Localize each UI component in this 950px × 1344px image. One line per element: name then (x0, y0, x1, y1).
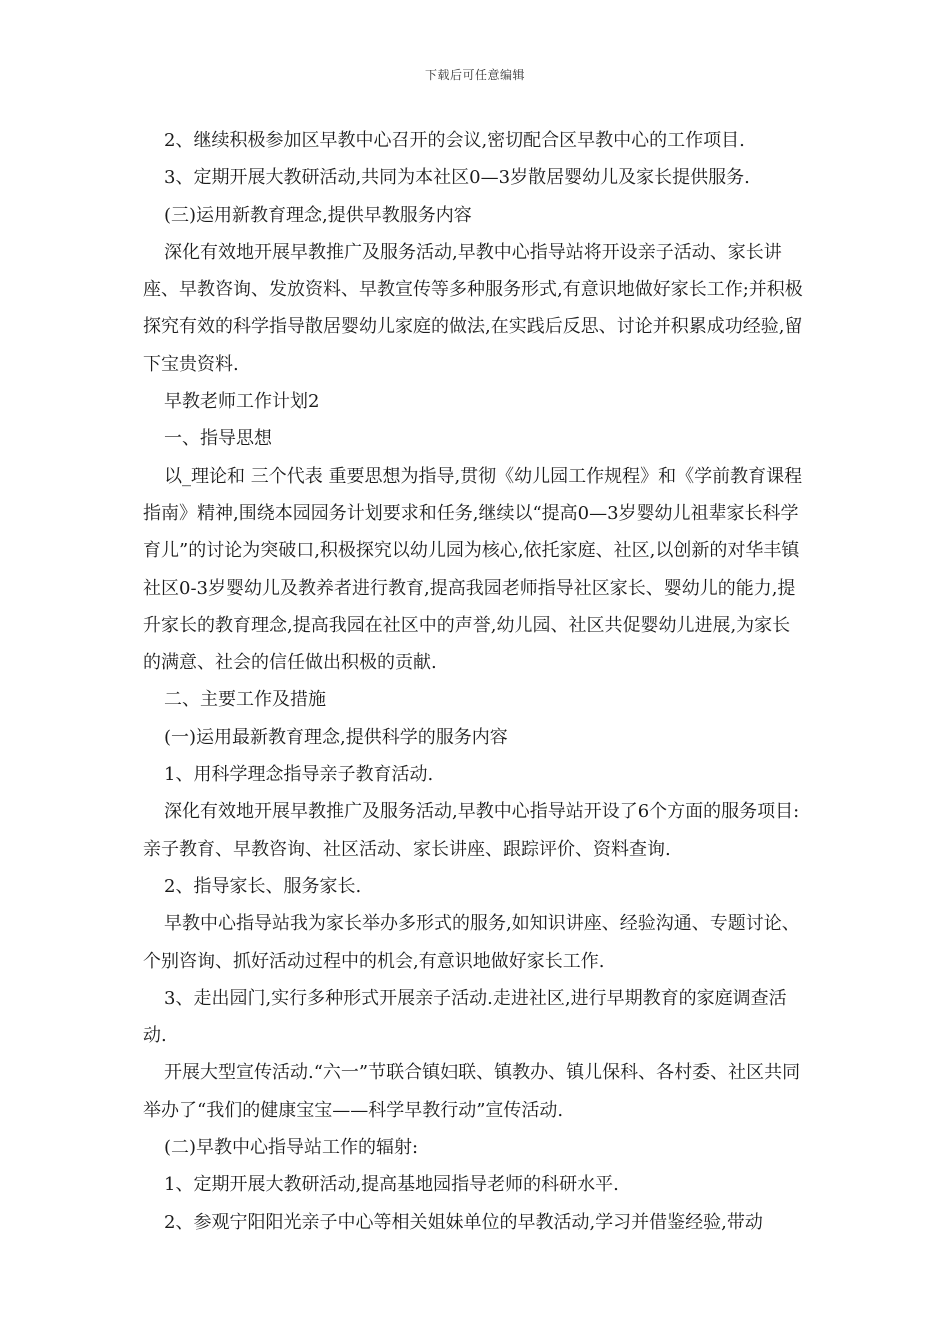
paragraph: 1、定期开展大教研活动,提高基地园指导老师的科研水平. (164, 1174, 619, 1196)
paragraph: 深化有效地开展早教推广及服务活动,早教中心指导站开设了6个方面的服务项目:亲子教育、早教咨询、社区活动、家长讲座、跟踪评价、资料查询. (143, 801, 800, 860)
section-heading: 一、指导思想 (164, 428, 272, 450)
section-heading: 二、主要工作及措施 (164, 689, 326, 711)
section-heading: (三)运用新教育理念,提供早教服务内容 (164, 204, 472, 226)
document-title: 早教老师工作计划2 (164, 391, 320, 413)
paragraph: 深化有效地开展早教推广及服务活动,早教中心指导站将开设亲子活动、家长讲座、早教咨询、发放资料、早教宣传等多种服务形式,有意识地做好家长工作;并积极探究有效的科学指导散居婴幼儿家庭的做法,在实践后反思、讨论并积累成功经验,留下宝贵资料. (143, 241, 803, 375)
section-heading: (一)运用最新教育理念,提供科学的服务内容 (164, 726, 508, 748)
paragraph: 3、定期开展大教研活动,共同为本社区0—3岁散居婴幼儿及家长提供服务. (164, 167, 750, 189)
section-heading: (二)早教中心指导站工作的辐射: (164, 1137, 419, 1159)
paragraph: 2、指导家长、服务家长. (164, 875, 362, 897)
document-body (143, 122, 808, 1241)
paragraph: 3、走出园门,实行多种形式开展亲子活动.走进社区,进行早期教育的家庭调查活动. (143, 987, 787, 1047)
paragraph: 以_理论和 三个代表 重要思想为指导,贯彻《幼儿园工作规程》和《学前教育课程指南》精神,围绕本园园务计划要求和任务,继续以“提高0—3岁婴幼儿祖辈家长科学育儿”的讨论为突破口,积极探究以幼儿园为核心,依托家庭、社区,以创新的对华丰镇社区0-3岁婴幼儿及教养者进行教育,提高我园老师指导社区家长、婴幼儿的能力,提升家长的教育理念,提高我园在社区中的声誉,幼儿园、社区共促婴幼儿进展,为家长的满意、社会的信任做出积极的贡献. (143, 465, 803, 674)
paragraph: 早教中心指导站我为家长举办多形式的服务,如知识讲座、经验沟通、专题讨论、个别咨询、抓好活动过程中的机会,有意识地做好家长工作. (143, 913, 800, 972)
paragraph: 2、继续积极参加区早教中心召开的会议,密切配合区早教中心的工作项目. (164, 130, 745, 151)
paragraph: 开展大型宣传活动.“六一”节联合镇妇联、镇教办、镇儿保科、各村委、社区共同举办了“我们的健康宝宝——科学早教行动”宣传活动. (143, 1062, 801, 1121)
paragraph: 2、参观宁阳阳光亲子中心等相关姐妹单位的早教活动,学习并借鉴经验,带动 (164, 1211, 763, 1233)
page-header-note: 下载后可任意编辑 (424, 68, 525, 82)
paragraph: 1、用科学理念指导亲子教育活动. (164, 764, 434, 786)
